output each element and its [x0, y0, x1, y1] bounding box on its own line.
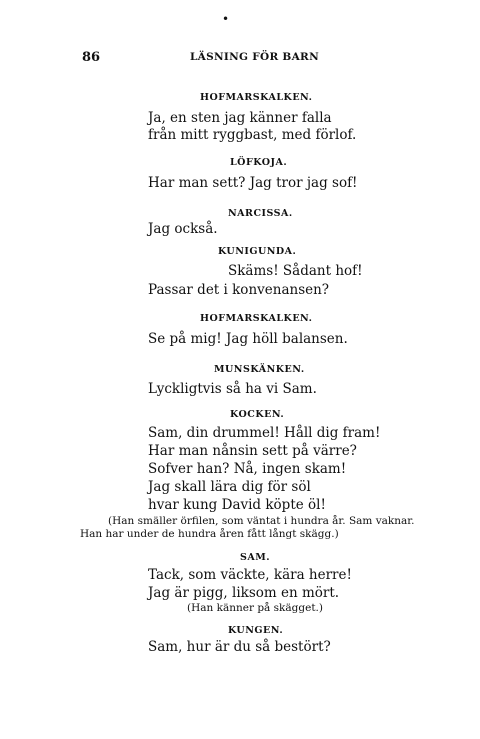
stage-direction: Han har under de hundra åren fått långt skägg.) [80, 528, 339, 540]
stage-direction: (Han känner på skägget.) [187, 602, 323, 614]
verse-line: från mitt ryggbast, med förlof. [148, 127, 357, 143]
verse-line: Jag skall lära dig för söl [148, 479, 311, 495]
stage-direction: (Han smäller örfilen, som väntat i hundra år. Sam vaknar. [108, 515, 415, 527]
verse-line: Har man nånsin sett på värre? [148, 443, 357, 459]
verse-line: Lyckligtvis så ha vi Sam. [148, 381, 317, 397]
verse-line: hvar kung David köpte öl! [148, 497, 326, 513]
verse-line: Jag är pigg, liksom en mört. [148, 585, 340, 601]
verse-line: Sam, hur är du så bestört? [148, 639, 331, 655]
speaker-hofmarskalken: HOFMARSKALKEN. [200, 92, 313, 103]
verse-line: Sofver han? Nå, ingen skam! [148, 461, 347, 477]
verse-line: Jag också. [148, 221, 218, 237]
speaker-lofkoja: LÖFKOJA. [230, 157, 288, 168]
speaker-kocken: KOCKEN. [230, 409, 285, 420]
verse-line: Se på mig! Jag höll balansen. [148, 331, 348, 347]
verse-line: Har man sett? Jag tror jag sof! [148, 175, 358, 191]
verse-line: Sam, din drummel! Håll dig fram! [148, 425, 381, 441]
verse-line: Ja, en sten jag känner falla [148, 110, 332, 126]
page-number: 86 [82, 50, 101, 65]
speaker-hofmarskalken: HOFMARSKALKEN. [200, 313, 313, 324]
speaker-sam: SAM. [240, 552, 271, 563]
verse-line: Tack, som väckte, kära herre! [148, 567, 352, 583]
speaker-narcissa: NARCISSA. [228, 208, 293, 219]
verse-line: Skäms! Sådant hof! [228, 263, 363, 279]
speaker-kunigunda: KUNIGUNDA. [218, 246, 297, 257]
speaker-munskanken: MUNSKÄNKEN. [214, 364, 305, 375]
ink-speck: • [222, 12, 230, 26]
verse-line: Passar det i konvenansen? [148, 282, 330, 298]
speaker-kungen: KUNGEN. [228, 625, 284, 636]
running-title: LÄSNING FÖR BARN [190, 51, 319, 63]
